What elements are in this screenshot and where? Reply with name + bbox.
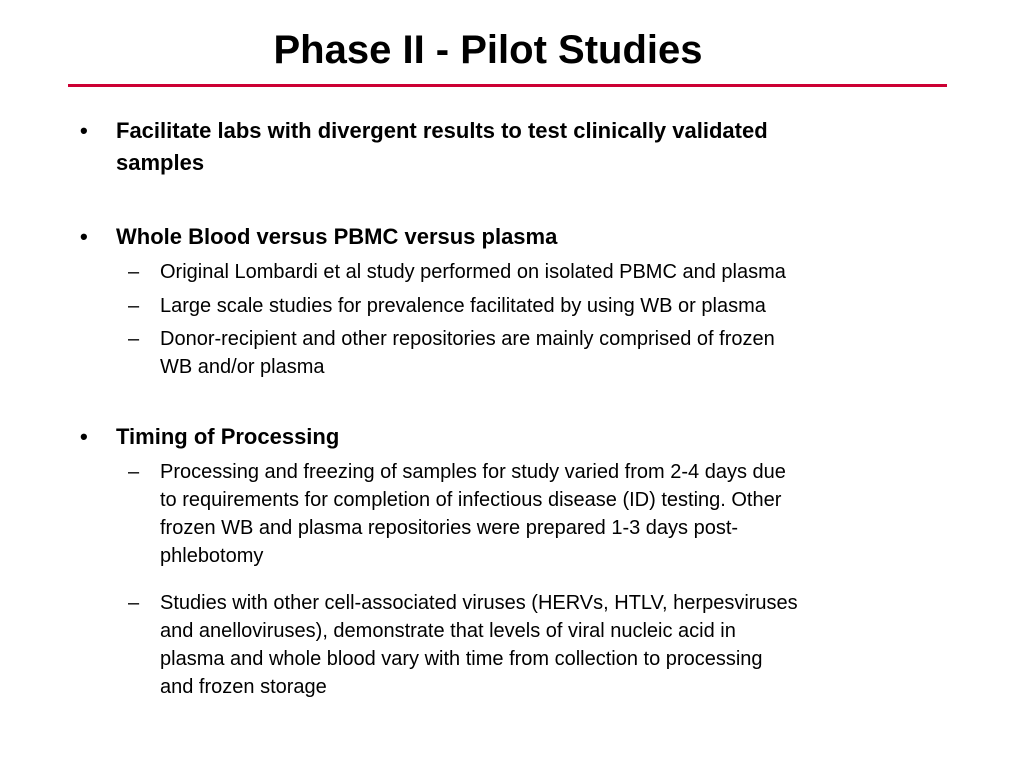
sub-bullet-marker: – xyxy=(128,328,140,350)
bullet-text-whole-blood xyxy=(116,221,986,253)
sub-bullet-line: Processing and freezing of samples for study varied from 2-4 days due xyxy=(160,461,786,483)
sub-bullet-donor-recipient xyxy=(160,325,990,381)
bullet-marker: • xyxy=(80,224,88,249)
sub-bullet-line: phlebotomy xyxy=(160,545,264,567)
sub-bullet-marker: – xyxy=(128,261,140,283)
sub-bullet-marker: – xyxy=(128,592,140,614)
sub-bullet-line: plasma and whole blood vary with time from collection to processing xyxy=(160,648,763,670)
bullet-marker: • xyxy=(80,424,88,449)
sub-bullet-line: Large scale studies for prevalence facilitated by using WB or plasma xyxy=(160,295,766,317)
sub-bullet-line: WB and/or plasma xyxy=(160,356,325,378)
sub-bullet-line: Original Lombardi et al study performed on isolated PBMC and plasma xyxy=(160,261,786,283)
sub-bullet-line: and anelloviruses), demonstrate that levels of viral nucleic acid in xyxy=(160,620,736,642)
sub-bullet-marker: – xyxy=(128,461,140,483)
bullet-line: Timing of Processing xyxy=(116,424,340,449)
bullet-text-timing xyxy=(116,421,986,453)
sub-bullet-line: and frozen storage xyxy=(160,676,327,698)
sub-bullet-marker: – xyxy=(128,295,140,317)
sub-bullet-line: Donor-recipient and other repositories are mainly comprised of frozen xyxy=(160,328,775,350)
sub-bullet-processing-freezing xyxy=(160,458,990,570)
bullet-text-facilitate-labs xyxy=(116,115,986,179)
sub-bullet-lombardi xyxy=(160,258,990,286)
bullet-line: Facilitate labs with divergent results to test clinically validated xyxy=(116,118,768,143)
sub-bullet-large-scale xyxy=(160,292,990,320)
sub-bullet-line: to requirements for completion of infectious disease (ID) testing. Other xyxy=(160,489,782,511)
sub-bullet-line: frozen WB and plasma repositories were prepared 1-3 days post- xyxy=(160,517,739,539)
slide-title: Phase II - Pilot Studies xyxy=(273,28,703,72)
bullet-marker: • xyxy=(80,118,88,143)
sub-bullet-cell-associated-viruses xyxy=(160,589,990,701)
bullet-line: Whole Blood versus PBMC versus plasma xyxy=(116,224,558,249)
bullet-line: samples xyxy=(116,150,205,175)
sub-bullet-line: Studies with other cell-associated viruses (HERVs, HTLV, herpesviruses xyxy=(160,592,798,614)
